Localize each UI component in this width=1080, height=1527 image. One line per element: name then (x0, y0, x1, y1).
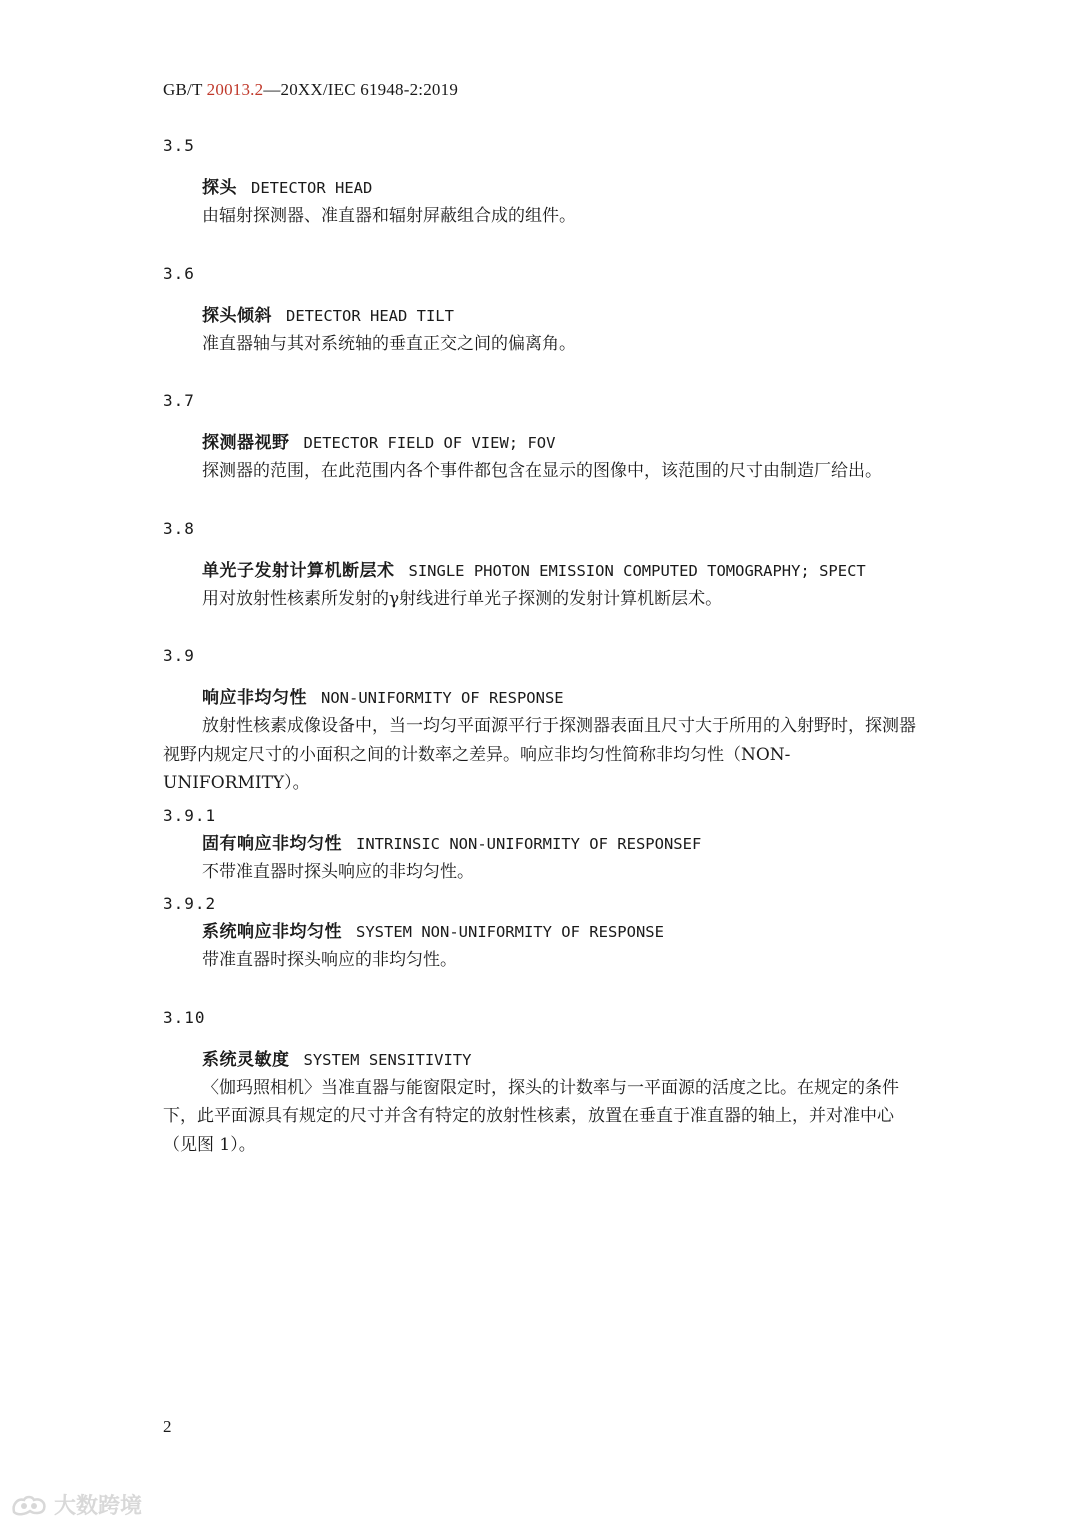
watermark-logo-icon (10, 1492, 50, 1518)
term-chinese: 探头倾斜 (202, 305, 272, 326)
term-definition: 不带准直器时探头响应的非均匀性。 (202, 861, 474, 882)
term-english: INTRINSIC NON-UNIFORMITY OF RESPONSEF (356, 834, 702, 853)
term-english: NON-UNIFORMITY OF RESPONSE (321, 689, 564, 707)
term-english: DETECTOR HEAD TILT (286, 306, 454, 325)
term-line (163, 684, 923, 712)
term-line (163, 429, 923, 457)
term-line (163, 302, 923, 330)
term-definition: 探测器的范围，在此范围内各个事件都包含在显示的图像中，该范围的尺寸由制造厂给出。 (202, 461, 882, 481)
header-prefix: GB/T (163, 80, 207, 99)
term-chinese: 探测器视野 (202, 433, 290, 453)
clauses-content (163, 132, 923, 1159)
term-english: DETECTOR FIELD OF VIEW; FOV (303, 434, 556, 452)
term-line (163, 557, 923, 585)
term-line (163, 918, 923, 946)
header-suffix: —20XX/IEC 61948-2:2019 (263, 80, 459, 99)
term-line (163, 174, 923, 202)
clause-3-7 (163, 387, 923, 486)
term-english: SYSTEM SENSITIVITY (303, 1050, 472, 1069)
clause-3-9 (163, 642, 923, 798)
term-definition: 由辐射探测器、准直器和辐射屏蔽组合成的组件。 (202, 206, 576, 226)
clause-number: 3.8 (163, 518, 195, 538)
clause-number: 3.6 (163, 263, 195, 283)
term-line (163, 1046, 923, 1074)
clause-3-8 (163, 515, 923, 614)
clause-number: 3.9 (163, 646, 195, 665)
term-chinese: 固有响应非均匀性 (202, 833, 342, 854)
term-definition: 用对放射性核素所发射的γ射线进行单光子探测的发射计算机断层术。 (202, 588, 723, 609)
term-chinese: 探头 (202, 178, 237, 198)
term-chinese: 系统灵敏度 (202, 1049, 290, 1070)
clause-3-9-1 (163, 802, 923, 887)
clause-3-5 (163, 132, 923, 231)
clause-number: 3.9.2 (163, 894, 217, 913)
clause-number: 3.7 (163, 391, 195, 410)
page-number: 2 (163, 1417, 172, 1436)
term-english: SYSTEM NON-UNIFORMITY OF RESPONSE (356, 923, 664, 941)
term-chinese: 响应非均匀性 (202, 688, 307, 708)
term-chinese: 系统响应非均匀性 (202, 922, 342, 942)
term-chinese: 单光子发射计算机断层术 (202, 560, 395, 581)
term-line (163, 830, 923, 858)
clause-number: 3.10 (163, 1007, 206, 1027)
clause-3-9-2 (163, 890, 923, 975)
watermark (10, 1489, 142, 1520)
term-english: SINGLE PHOTON EMISSION COMPUTED TOMOGRAPHY; SPECT (408, 561, 866, 580)
standard-header (163, 80, 458, 100)
term-definition: 放射性核素成像设备中，当一均匀平面源平行于探测器表面且尺寸大于所用的入射野时，探测器视野内规定尺寸的小面积之间的计数率之差异。响应非均匀性简称非均匀性（NON-UNIFORMITY）。 (163, 716, 916, 793)
clause-number: 3.5 (163, 136, 195, 155)
header-standard-number: 20013.2 (206, 80, 264, 99)
term-english: DETECTOR HEAD (251, 179, 373, 197)
watermark-text: 大数跨境 (54, 1494, 143, 1519)
clause-number: 3.9.1 (163, 805, 217, 825)
term-definition: 〈伽玛照相机〉当准直器与能窗限定时，探头的计数率与一平面源的活度之比。在规定的条件下，此平面源具有规定的尺寸并含有特定的放射性核素，放置在垂直于准直器的轴上，并对准中心（见图 1）。 (163, 1077, 899, 1155)
clause-3-6 (163, 260, 923, 359)
term-definition: 准直器轴与其对系统轴的垂直正交之间的偏离角。 (202, 333, 576, 354)
clause-3-10 (163, 1004, 923, 1160)
term-definition: 带准直器时探头响应的非均匀性。 (202, 950, 457, 970)
